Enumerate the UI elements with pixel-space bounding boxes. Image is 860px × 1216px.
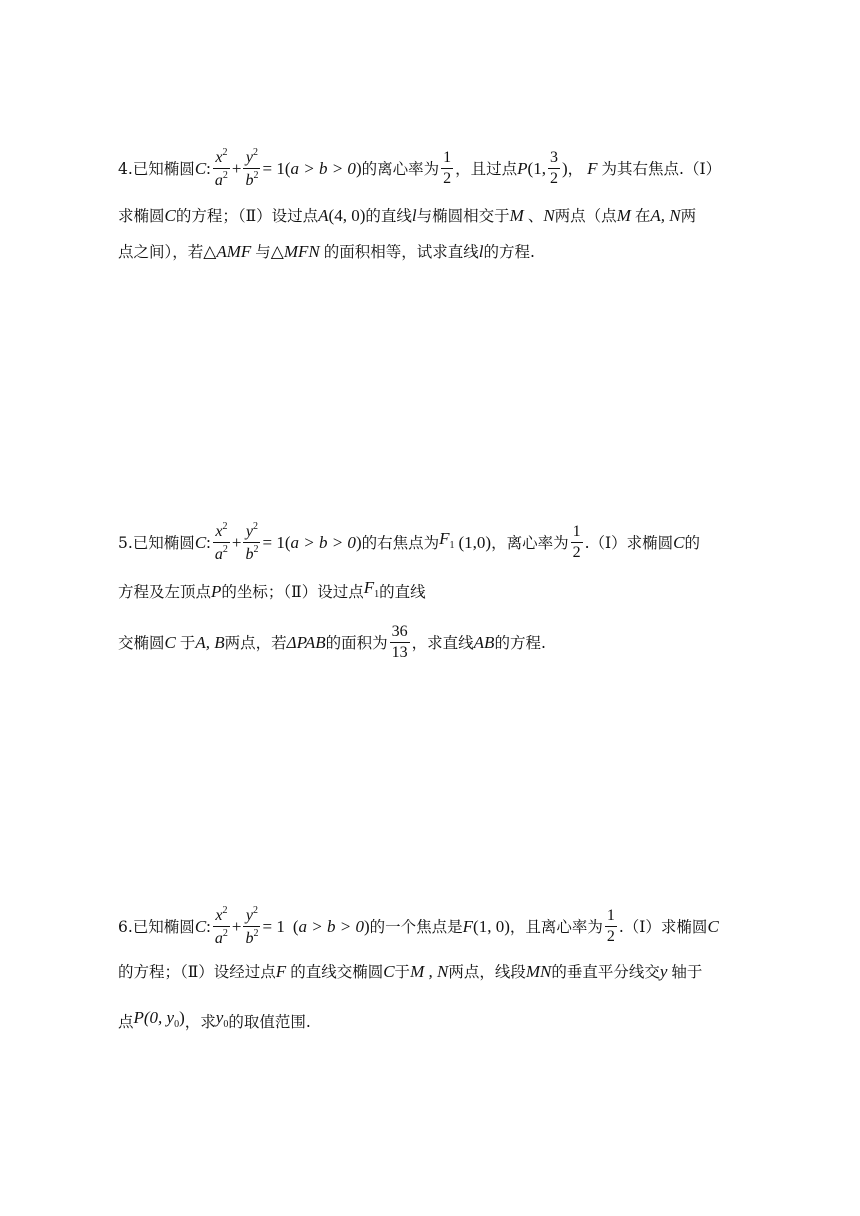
text: ，离心率为 (491, 533, 569, 552)
fraction-36-13: $\frac{36}{13}$ (391, 623, 408, 661)
text: ，求直线 (411, 633, 474, 652)
symbol-c: C (673, 532, 685, 552)
paren: ) (355, 158, 362, 178)
symbol-c: C (707, 916, 719, 936)
text: 求椭圆 (118, 207, 165, 225)
text: 的面积相等，试求直线 (323, 243, 479, 261)
problem-4-number: 4. (118, 159, 133, 178)
text: 在 (634, 207, 651, 225)
symbol-f: F (587, 158, 598, 178)
text: 的方程. (483, 243, 535, 261)
point-p-open: (1, (527, 158, 546, 178)
text: 的取值范围. (228, 1012, 311, 1031)
points-a-n: A, N (650, 206, 681, 225)
point-m: M (616, 206, 631, 225)
triangle-pab: ΔPAB (286, 632, 326, 652)
fraction-x2-a2: $\frac{x^2}{a^2}$ (214, 521, 228, 563)
text: 的右焦点为 (361, 533, 440, 552)
condition: a > b > 0 (290, 158, 356, 178)
text: 的面积为 (325, 633, 388, 652)
fraction-x2-a2: $\frac{x^2}{a^2}$ (214, 905, 228, 947)
text: 与 (255, 243, 271, 261)
text: ，且离心率为 (509, 917, 603, 936)
text: 的垂直平分线交 (551, 963, 660, 981)
plus: + (231, 916, 242, 936)
text: 的方程；（Ⅱ）设过点 (175, 207, 319, 225)
text: 的方程. (494, 633, 546, 652)
condition: a > b > 0 (298, 916, 364, 936)
text: .（Ⅰ）求椭圆 (584, 533, 674, 552)
text: 两点（点 (554, 207, 617, 225)
problem-4-line-1 (118, 148, 742, 189)
focus-f: F (275, 962, 287, 981)
problem-5-line-3 (118, 624, 742, 661)
text: 两点，线段 (448, 963, 526, 981)
fraction-1-2: $\frac{1}{2}$ (572, 523, 581, 561)
paren: ) (363, 916, 370, 936)
text: ，且过点 (455, 159, 518, 178)
text: 的直线 (379, 582, 426, 601)
problem-4-line-3 (118, 242, 742, 262)
text: 方程及左顶点 (118, 582, 212, 601)
fraction-y2-b2: $\frac{y^2}{b^2}$ (245, 147, 259, 189)
points-m-n: M , N (410, 962, 449, 981)
point-p-0-y0: P(0, $y_0$) (133, 1008, 185, 1030)
symbol-c: C (194, 916, 207, 936)
equals-one: = 1 (262, 916, 285, 936)
symbol-c: C (164, 632, 176, 652)
axis-y: y (659, 962, 668, 981)
text: 已知椭圆 (132, 917, 195, 936)
symbol-c: C (383, 962, 395, 981)
point-n: N (543, 206, 555, 225)
problem-4-line-2 (118, 206, 742, 226)
text: 、 (527, 207, 544, 225)
text: 的离心率为 (361, 159, 440, 178)
text: 轴于 (671, 963, 703, 981)
text: 已知椭圆 (132, 533, 195, 552)
text: 交椭圆 (118, 633, 165, 652)
points-a-b: A, B (195, 632, 225, 652)
point-p: P (211, 581, 222, 601)
problem-6-line-1 (118, 906, 742, 947)
fraction-3-2: $\frac{3}{2}$ (549, 149, 558, 187)
text: 已知椭圆 (132, 159, 195, 178)
line-l: l (478, 242, 484, 261)
symbol-c: C (194, 532, 207, 552)
text: 两 (680, 207, 697, 225)
fraction-1-2: $\frac{1}{2}$ (606, 907, 615, 945)
problem-5-number: 5. (118, 533, 133, 552)
text: 于 (179, 633, 196, 652)
colon: : (206, 158, 211, 178)
triangle-amf: △AMF (203, 242, 252, 261)
fraction-x2-a2: $\frac{x^2}{a^2}$ (214, 147, 228, 189)
equals-one: = 1( (262, 158, 291, 178)
problem-6-line-3 (118, 1008, 742, 1035)
text: 点之间），若 (118, 243, 204, 261)
problem-5-line-1 (118, 522, 742, 563)
problem-5-line-2 (118, 578, 742, 605)
point-m: M (509, 206, 524, 225)
colon: : (206, 532, 211, 552)
point-a: A (318, 206, 329, 225)
text: 点 (118, 1012, 134, 1031)
text: 于 (394, 963, 411, 981)
point-a-coord: (4, 0) (328, 206, 366, 225)
text: ，求 (184, 1012, 216, 1031)
plus: + (231, 158, 242, 178)
paren: ) (355, 532, 362, 552)
text: 的直线交椭圆 (290, 963, 384, 981)
focus-f-coord: (1, 0) (473, 916, 510, 936)
focus-f1-coord: (1,0) (458, 532, 492, 552)
colon: : (206, 916, 211, 936)
focus-f1: $F_1$ (363, 578, 380, 600)
focus-f1: $F_1$ (439, 529, 455, 551)
fraction-y2-b2: $\frac{y^2}{b^2}$ (245, 521, 259, 563)
text: 的直线 (365, 207, 412, 225)
equals-one: = 1( (262, 532, 291, 552)
segment-mn: MN (525, 962, 552, 981)
triangle-mfn: △MFN (270, 242, 320, 261)
problem-6-line-2 (118, 962, 742, 982)
point-p-close: ) (561, 158, 568, 178)
text: .（Ⅰ）求椭圆 (618, 917, 708, 936)
text: ， (567, 159, 584, 178)
point-p: P (517, 158, 528, 178)
text: 的一个焦点是 (369, 917, 463, 936)
symbol-c: C (194, 158, 207, 178)
text: 为其右焦点.（Ⅰ） (601, 159, 722, 178)
symbol-y0: $y_0$ (215, 1008, 229, 1030)
text: 与椭圆相交于 (416, 207, 510, 225)
focus-f: F (462, 916, 474, 936)
line-ab: AB (473, 632, 495, 652)
condition: a > b > 0 (290, 532, 356, 552)
problem-6-number: 6. (118, 917, 133, 936)
text: 的 (684, 533, 701, 552)
text: 的方程；（Ⅱ）设经过点 (118, 963, 276, 981)
line-l: l (411, 206, 417, 225)
paren: ( (292, 916, 299, 936)
fraction-y2-b2: $\frac{y^2}{b^2}$ (245, 905, 259, 947)
fraction-1-2: $\frac{1}{2}$ (443, 149, 452, 187)
plus: + (231, 532, 242, 552)
text: 的坐标；（Ⅱ）设过点 (221, 582, 364, 601)
text: 两点，若 (224, 633, 287, 652)
symbol-c: C (164, 206, 176, 225)
